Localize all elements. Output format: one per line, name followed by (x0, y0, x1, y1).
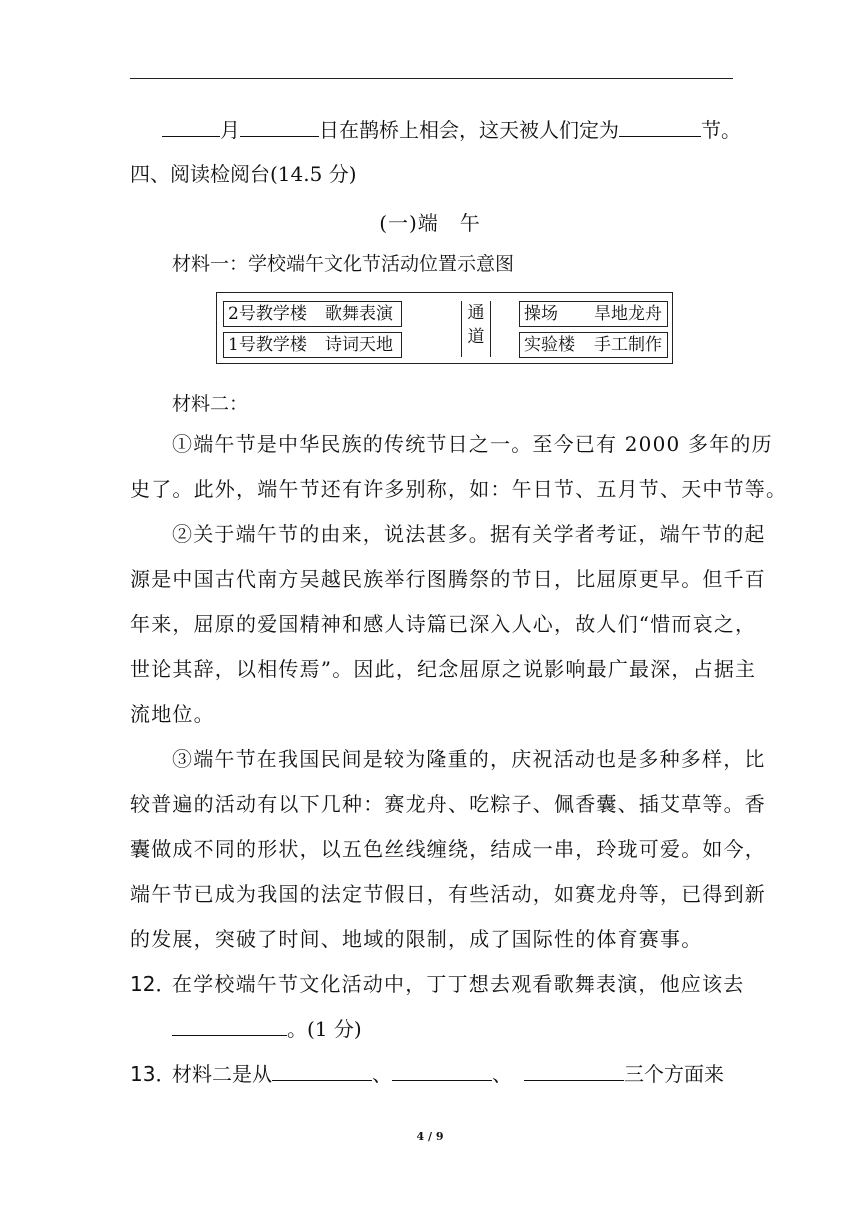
paragraph-line: 世论其辞，以相传焉”。因此，纪念屈原之说影响最广最深，占据主 (130, 657, 757, 681)
building-label: 操场 (524, 304, 558, 324)
q12-points: 。(1 分) (287, 1017, 362, 1041)
activity-location-diagram (216, 292, 673, 364)
building-label: 2号教学楼 (228, 304, 307, 324)
paragraph-line: 源是中国古代南方吴越民族举行图腾祭的节日，比屈原更早。但千百 (130, 567, 766, 591)
question-12-text: 在学校端午节文化活动中，丁丁想去观看歌舞表演，他应该去 (172, 972, 745, 996)
answer-blank-q13-3[interactable] (524, 1062, 624, 1081)
answer-blank-q12[interactable] (172, 1017, 287, 1036)
paragraph-line: 囊做成不同的形状，以五色丝线缠绕，结成一串，玲珑可爱。如今， (130, 837, 766, 861)
question-13-text (172, 1062, 724, 1086)
question-13-number: 13． (130, 1062, 176, 1086)
paragraph-line: 流地位。 (130, 702, 215, 726)
answer-blank-q13-2[interactable] (392, 1062, 492, 1081)
header-rule (130, 78, 733, 79)
question-12-number: 12． (130, 972, 176, 996)
paragraph-line: ③端午节在我国民间是较为隆重的，庆祝活动也是多种多样，比 (172, 747, 766, 771)
fill-in-line (162, 118, 741, 142)
building-label: 1号教学楼 (228, 335, 307, 355)
paragraph-line: 较普遍的活动有以下几种：赛龙舟、吃粽子、佩香囊、插艾草等。香 (130, 792, 766, 816)
material2-label: 材料二： (172, 393, 249, 415)
answer-blank-q13-1[interactable] (272, 1062, 372, 1081)
activity-label: 手工制作 (594, 335, 662, 355)
activity-label: 歌舞表演 (325, 304, 393, 324)
paragraph-line: ②关于端午节的由来，说法甚多。据有关学者考证，端午节的起 (172, 522, 766, 546)
aisle-char-1: 通 (467, 303, 485, 323)
diagram-cell-2nd-building (223, 301, 402, 327)
q13-sep2: 、 (492, 1062, 512, 1086)
paragraph-line: 年来，屈原的爱国精神和感人诗篇已深入人心，故人们“惜而哀之， (130, 612, 757, 636)
page-number: 4 / 9 (416, 1130, 444, 1143)
answer-blank-day[interactable] (240, 118, 319, 137)
q13-end: 三个方面来 (624, 1062, 724, 1086)
question-12-answer-line (172, 1017, 362, 1041)
paragraph-line: 的发展，突破了时间、地域的限制，成了国际性的体育赛事。 (130, 927, 703, 951)
diagram-cell-1st-building (223, 332, 402, 358)
diagram-aisle (461, 301, 491, 357)
material1-label: 材料一：学校端午文化节活动位置示意图 (172, 253, 515, 275)
passage-title: (一)端 午 (379, 211, 481, 235)
diagram-cell-playground (519, 301, 668, 327)
answer-blank-festival[interactable] (619, 118, 701, 137)
paragraph-line: 史了。此外，端午节还有许多别称，如：午日节、五月节、天中节等。 (130, 477, 788, 501)
paragraph-line: ①端午节是中华民族的传统节日之一。至今已有 2000 多年的历 (172, 432, 773, 456)
aisle-char-2: 道 (467, 327, 485, 347)
diagram-cell-lab-building (519, 332, 668, 358)
building-label: 实验楼 (524, 335, 575, 355)
month-text: 月 (220, 118, 240, 142)
answer-blank-month[interactable] (162, 118, 220, 137)
activity-label: 旱地龙舟 (594, 304, 662, 324)
end-text: 节。 (701, 118, 741, 142)
day-text: 日在鹊桥上相会，这天被人们定为 (319, 118, 619, 142)
q13-sep1: 、 (372, 1062, 392, 1086)
activity-label: 诗词天地 (325, 335, 393, 355)
section-heading: 四、阅读检阅台(14.5 分) (130, 162, 357, 186)
q13-lead: 材料二是从 (172, 1062, 272, 1086)
paragraph-line: 端午节已成为我国的法定节假日，有些活动，如赛龙舟等，已得到新 (130, 882, 766, 906)
